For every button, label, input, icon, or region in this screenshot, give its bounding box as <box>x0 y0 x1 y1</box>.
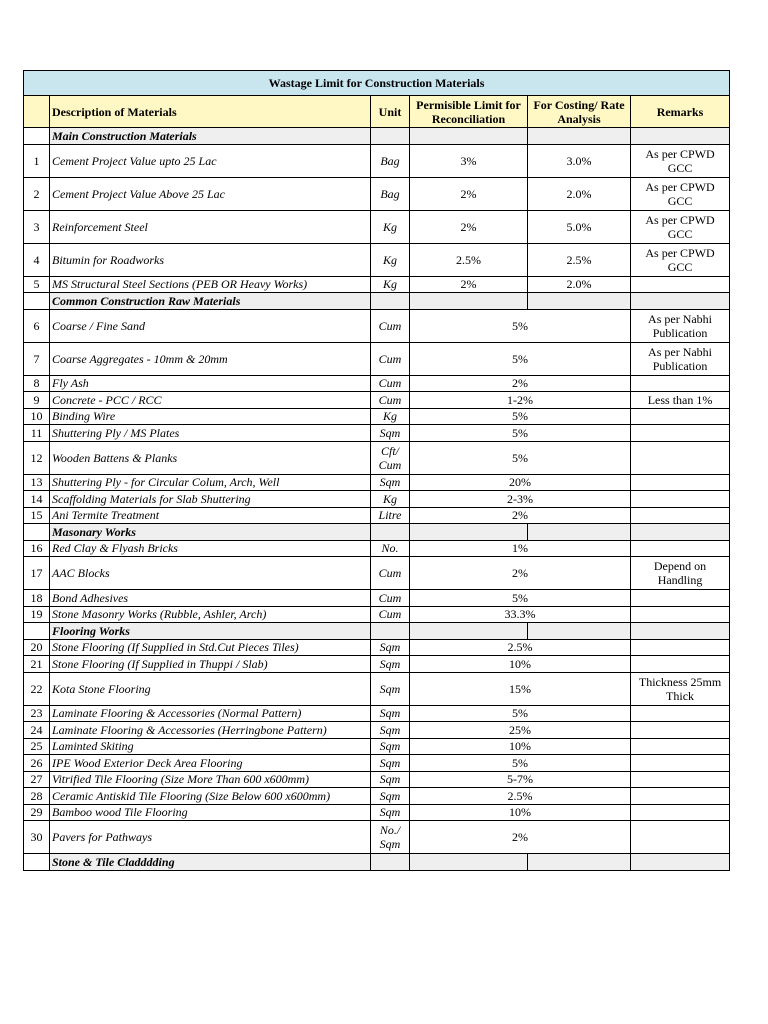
header-unit: Unit <box>371 96 410 128</box>
section-title: Common Construction Raw Materials <box>50 293 371 310</box>
material-description: Cement Project Value Above 25 Lac <box>50 177 371 210</box>
permissible-cell <box>410 623 528 640</box>
material-description: Vitrified Tile Flooring (Size More Than 600 x600mm) <box>50 771 371 788</box>
unit-cell: No./ Sqm <box>371 821 410 854</box>
wastage-value-cell: 2% <box>410 507 631 524</box>
remarks-cell <box>631 656 730 673</box>
unit-cell <box>371 623 410 640</box>
remarks-cell <box>631 474 730 491</box>
wastage-value-cell: 2-3% <box>410 491 631 508</box>
section-row <box>24 293 730 310</box>
material-description: Wooden Battens & Planks <box>50 441 371 474</box>
remarks-cell <box>631 293 730 310</box>
costing-cell <box>528 128 631 145</box>
material-description: Laminted Skiting <box>50 738 371 755</box>
costing-cell <box>528 293 631 310</box>
remarks-cell: As per CPWD GCC <box>631 177 730 210</box>
table-title: Wastage Limit for Construction Materials <box>24 71 730 96</box>
remarks-cell <box>631 854 730 871</box>
table-row <box>24 606 730 623</box>
table-row <box>24 788 730 805</box>
unit-cell: Kg <box>371 408 410 425</box>
table-row <box>24 392 730 409</box>
row-number: 30 <box>24 821 50 854</box>
remarks-cell <box>631 755 730 772</box>
wastage-value-cell: 1-2% <box>410 392 631 409</box>
row-number: 25 <box>24 738 50 755</box>
table-row <box>24 507 730 524</box>
unit-cell: Cum <box>371 309 410 342</box>
table-row <box>24 375 730 392</box>
table-row <box>24 722 730 739</box>
table-row <box>24 425 730 442</box>
row-number: 5 <box>24 276 50 293</box>
wastage-value-cell: 2% <box>410 557 631 590</box>
unit-cell: Sqm <box>371 474 410 491</box>
table-row <box>24 656 730 673</box>
wastage-value-cell: 10% <box>410 804 631 821</box>
table-row <box>24 144 730 177</box>
unit-cell: Sqm <box>371 705 410 722</box>
costing-cell <box>528 524 631 541</box>
permissible-cell: 2% <box>410 210 528 243</box>
remarks-cell: Depend on Handling <box>631 557 730 590</box>
material-description: Bond Adhesives <box>50 590 371 607</box>
row-number: 1 <box>24 144 50 177</box>
unit-cell: Sqm <box>371 722 410 739</box>
remarks-cell: As per Nabhi Publication <box>631 342 730 375</box>
material-description: Stone Flooring (If Supplied in Std.Cut Pieces Tiles) <box>50 639 371 656</box>
material-description: Fly Ash <box>50 375 371 392</box>
costing-cell: 2.5% <box>528 243 631 276</box>
unit-cell: Cum <box>371 590 410 607</box>
unit-cell: Sqm <box>371 788 410 805</box>
material-description: Scaffolding Materials for Slab Shuttering <box>50 491 371 508</box>
unit-cell: Kg <box>371 276 410 293</box>
wastage-value-cell: 2.5% <box>410 788 631 805</box>
wastage-value-cell: 5-7% <box>410 771 631 788</box>
remarks-cell: As per CPWD GCC <box>631 144 730 177</box>
wastage-value-cell: 5% <box>410 705 631 722</box>
section-title: Flooring Works <box>50 623 371 640</box>
remarks-cell <box>631 606 730 623</box>
costing-cell: 2.0% <box>528 276 631 293</box>
table-row <box>24 243 730 276</box>
wastage-value-cell: 5% <box>410 408 631 425</box>
unit-cell: Sqm <box>371 639 410 656</box>
permissible-cell: 2.5% <box>410 243 528 276</box>
remarks-cell <box>631 788 730 805</box>
row-number <box>24 524 50 541</box>
remarks-cell <box>631 441 730 474</box>
remarks-cell <box>631 738 730 755</box>
wastage-value-cell: 20% <box>410 474 631 491</box>
permissible-cell: 3% <box>410 144 528 177</box>
table-row <box>24 474 730 491</box>
material-description: IPE Wood Exterior Deck Area Flooring <box>50 755 371 772</box>
wastage-value-cell: 2% <box>410 375 631 392</box>
wastage-value-cell: 2.5% <box>410 639 631 656</box>
remarks-cell: As per CPWD GCC <box>631 210 730 243</box>
header-no <box>24 96 50 128</box>
row-number <box>24 293 50 310</box>
table-row <box>24 276 730 293</box>
table-row <box>24 755 730 772</box>
row-number: 18 <box>24 590 50 607</box>
permissible-cell <box>410 128 528 145</box>
permissible-cell <box>410 524 528 541</box>
unit-cell: Sqm <box>371 672 410 705</box>
costing-cell <box>528 854 631 871</box>
header-remarks: Remarks <box>631 96 730 128</box>
material-description: Coarse Aggregates - 10mm & 20mm <box>50 342 371 375</box>
unit-cell: Bag <box>371 177 410 210</box>
costing-cell: 2.0% <box>528 177 631 210</box>
unit-cell: Sqm <box>371 425 410 442</box>
row-number: 4 <box>24 243 50 276</box>
material-description: Coarse / Fine Sand <box>50 309 371 342</box>
row-number: 24 <box>24 722 50 739</box>
row-number: 8 <box>24 375 50 392</box>
material-description: Stone Flooring (If Supplied in Thuppi / Slab) <box>50 656 371 673</box>
section-title: Main Construction Materials <box>50 128 371 145</box>
section-row <box>24 128 730 145</box>
unit-cell <box>371 524 410 541</box>
row-number: 9 <box>24 392 50 409</box>
wastage-value-cell: 25% <box>410 722 631 739</box>
wastage-value-cell: 5% <box>410 425 631 442</box>
remarks-cell <box>631 804 730 821</box>
remarks-cell <box>631 722 730 739</box>
table-row <box>24 639 730 656</box>
row-number <box>24 854 50 871</box>
material-description: Bamboo wood Tile Flooring <box>50 804 371 821</box>
material-description: Binding Wire <box>50 408 371 425</box>
section-row <box>24 854 730 871</box>
remarks-cell: As per CPWD GCC <box>631 243 730 276</box>
material-description: Ani Termite Treatment <box>50 507 371 524</box>
table-row <box>24 771 730 788</box>
material-description: Stone Masonry Works (Rubble, Ashler, Arch) <box>50 606 371 623</box>
permissible-cell <box>410 854 528 871</box>
wastage-value-cell: 5% <box>410 342 631 375</box>
wastage-value-cell: 1% <box>410 540 631 557</box>
header-description: Description of Materials <box>50 96 371 128</box>
material-description: Shuttering Ply - for Circular Colum, Arch, Well <box>50 474 371 491</box>
table-row <box>24 672 730 705</box>
unit-cell: Kg <box>371 210 410 243</box>
row-number: 21 <box>24 656 50 673</box>
row-number: 15 <box>24 507 50 524</box>
remarks-cell <box>631 821 730 854</box>
costing-cell <box>528 623 631 640</box>
row-number: 14 <box>24 491 50 508</box>
remarks-cell <box>631 408 730 425</box>
unit-cell: No. <box>371 540 410 557</box>
material-description: Ceramic Antiskid Tile Flooring (Size Below 600 x600mm) <box>50 788 371 805</box>
row-number: 11 <box>24 425 50 442</box>
row-number: 17 <box>24 557 50 590</box>
material-description: Laminate Flooring & Accessories (Normal Pattern) <box>50 705 371 722</box>
permissible-cell: 2% <box>410 177 528 210</box>
material-description: Shuttering Ply / MS Plates <box>50 425 371 442</box>
row-number: 20 <box>24 639 50 656</box>
material-description: Red Clay & Flyash Bricks <box>50 540 371 557</box>
remarks-cell <box>631 771 730 788</box>
section-row <box>24 524 730 541</box>
wastage-value-cell: 5% <box>410 755 631 772</box>
section-title: Stone & Tile Cladddding <box>50 854 371 871</box>
unit-cell: Kg <box>371 243 410 276</box>
wastage-value-cell: 15% <box>410 672 631 705</box>
table-row <box>24 210 730 243</box>
unit-cell: Cum <box>371 392 410 409</box>
table-row <box>24 177 730 210</box>
unit-cell <box>371 293 410 310</box>
row-number: 26 <box>24 755 50 772</box>
remarks-cell <box>631 639 730 656</box>
wastage-value-cell: 2% <box>410 821 631 854</box>
unit-cell <box>371 854 410 871</box>
row-number: 29 <box>24 804 50 821</box>
unit-cell: Bag <box>371 144 410 177</box>
row-number: 23 <box>24 705 50 722</box>
unit-cell: Litre <box>371 507 410 524</box>
row-number: 12 <box>24 441 50 474</box>
row-number <box>24 623 50 640</box>
unit-cell: Cum <box>371 375 410 392</box>
material-description: Reinforcement Steel <box>50 210 371 243</box>
remarks-cell <box>631 590 730 607</box>
remarks-cell <box>631 425 730 442</box>
remarks-cell <box>631 623 730 640</box>
material-description: Cement Project Value upto 25 Lac <box>50 144 371 177</box>
remarks-cell <box>631 705 730 722</box>
wastage-value-cell: 10% <box>410 738 631 755</box>
unit-cell: Cum <box>371 557 410 590</box>
table-row <box>24 342 730 375</box>
wastage-value-cell: 5% <box>410 309 631 342</box>
remarks-cell <box>631 540 730 557</box>
row-number <box>24 128 50 145</box>
material-description: Pavers for Pathways <box>50 821 371 854</box>
table-row <box>24 491 730 508</box>
material-description: MS Structural Steel Sections (PEB OR Heavy Works) <box>50 276 371 293</box>
row-number: 6 <box>24 309 50 342</box>
table-row <box>24 540 730 557</box>
unit-cell <box>371 128 410 145</box>
row-number: 3 <box>24 210 50 243</box>
table-row <box>24 738 730 755</box>
table-row <box>24 804 730 821</box>
unit-cell: Sqm <box>371 804 410 821</box>
remarks-cell <box>631 375 730 392</box>
remarks-cell: Thickness 25mm Thick <box>631 672 730 705</box>
table-row <box>24 590 730 607</box>
remarks-cell: As per Nabhi Publication <box>631 309 730 342</box>
unit-cell: Sqm <box>371 771 410 788</box>
unit-cell: Kg <box>371 491 410 508</box>
wastage-table <box>23 70 730 871</box>
permissible-cell: 2% <box>410 276 528 293</box>
section-title: Masonary Works <box>50 524 371 541</box>
title-row <box>24 71 730 96</box>
costing-cell: 3.0% <box>528 144 631 177</box>
unit-cell: Sqm <box>371 656 410 673</box>
table-row <box>24 408 730 425</box>
wastage-value-cell: 5% <box>410 590 631 607</box>
row-number: 16 <box>24 540 50 557</box>
row-number: 22 <box>24 672 50 705</box>
section-row <box>24 623 730 640</box>
unit-cell: Sqm <box>371 738 410 755</box>
material-description: AAC Blocks <box>50 557 371 590</box>
material-description: Kota Stone Flooring <box>50 672 371 705</box>
remarks-cell: Less than 1% <box>631 392 730 409</box>
row-number: 28 <box>24 788 50 805</box>
remarks-cell <box>631 276 730 293</box>
remarks-cell <box>631 524 730 541</box>
unit-cell: Sqm <box>371 755 410 772</box>
material-description: Concrete - PCC / RCC <box>50 392 371 409</box>
row-number: 27 <box>24 771 50 788</box>
row-number: 19 <box>24 606 50 623</box>
table-row <box>24 441 730 474</box>
row-number: 7 <box>24 342 50 375</box>
material-description: Laminate Flooring & Accessories (Herringbone Pattern) <box>50 722 371 739</box>
table-row <box>24 821 730 854</box>
row-number: 2 <box>24 177 50 210</box>
remarks-cell <box>631 128 730 145</box>
table-row <box>24 309 730 342</box>
wastage-value-cell: 5% <box>410 441 631 474</box>
unit-cell: Cum <box>371 342 410 375</box>
costing-cell: 5.0% <box>528 210 631 243</box>
remarks-cell <box>631 507 730 524</box>
material-description: Bitumin for Roadworks <box>50 243 371 276</box>
unit-cell: Cum <box>371 606 410 623</box>
wastage-value-cell: 33.3% <box>410 606 631 623</box>
header-row <box>24 96 730 128</box>
table-row <box>24 557 730 590</box>
wastage-value-cell: 10% <box>410 656 631 673</box>
row-number: 10 <box>24 408 50 425</box>
remarks-cell <box>631 491 730 508</box>
unit-cell: Cft/ Cum <box>371 441 410 474</box>
header-permissible: Permisible Limit for Reconciliation <box>410 96 528 128</box>
permissible-cell <box>410 293 528 310</box>
header-costing: For Costing/ Rate Analysis <box>528 96 631 128</box>
row-number: 13 <box>24 474 50 491</box>
table-row <box>24 705 730 722</box>
